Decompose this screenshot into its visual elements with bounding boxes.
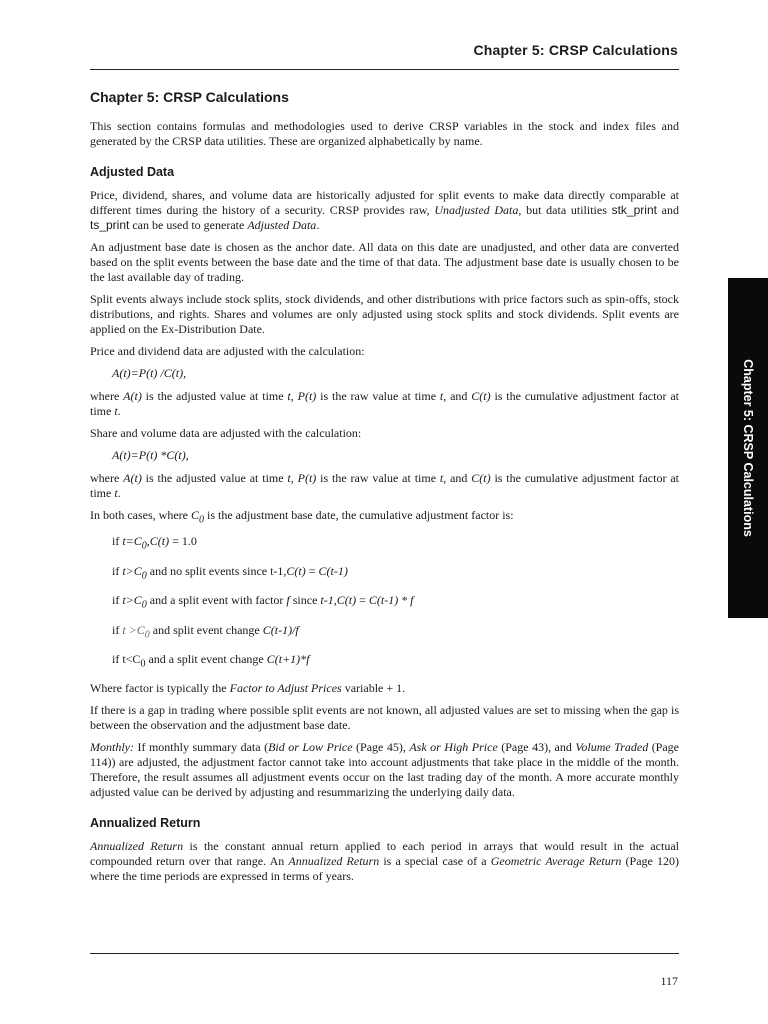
factor-note: Where factor is typically the Factor to Adjust Prices variable + 1. bbox=[90, 681, 406, 696]
page-number: 117 bbox=[660, 974, 678, 988]
running-header: Chapter 5: CRSP Calculations bbox=[473, 42, 678, 58]
annualized-paragraph: Annualized Return is the constant annual return applied to each period in arrays that would result in the actual compounded return over that range. An Annualized Return is a special case of a Geometric Average Return (Page 120) where the time periods are expressed in terms of years. bbox=[90, 839, 680, 884]
condition-1: if $t=C_0,C(t) = 1.0$ bbox=[112, 534, 197, 552]
page-content bbox=[90, 88, 679, 891]
side-tab-label: Chapter 5: CRSP Calculations bbox=[741, 359, 755, 537]
chapter-side-tab[interactable] bbox=[728, 278, 768, 618]
header-rule bbox=[90, 69, 679, 70]
adjusted-paragraph-2: An adjustment base date is chosen as the anchor date. All data on this date are unadjusted, and other data are converted based on the split events between the base date and the time of that data. The adjustment base date is usually chosen to be the last available day of trading. bbox=[90, 240, 679, 284]
adjusted-paragraph-7: If there is a gap in trading where possible split events are not known, all adjusted values are set to missing when the gap is between the observation and the adjustment base date. bbox=[90, 703, 679, 733]
ref-adjusted-data: Adjusted Data bbox=[247, 218, 317, 232]
where-paragraph-1: where A(t) is the adjusted value at time t, P(t) is the raw value at time t, and C(t) is the cumulative adjustment factor at time t. bbox=[90, 389, 679, 418]
monthly-paragraph: Monthly: If monthly summary data (Bid or Low Price (Page 45), Ask or High Price (Page 43), and Volume Traded (Page 114)) are adjusted, the adjustment factor cannot take into account adjustments that take place in the middle of the month. Therefore, the result assumes all adjustment events occur on the last trading day of the month. A more accurate monthly adjusted value can be derived by adjusting and resummarizing the underlying daily data. bbox=[90, 740, 680, 800]
section-heading-annualized-return: Annualized Return bbox=[90, 816, 201, 831]
monthly-label: Monthly: bbox=[90, 740, 134, 755]
condition-2: if $t>C_0$ and no split events since t-1,C(t) = C(t-1) bbox=[112, 563, 348, 582]
adjusted-paragraph-4: Price and dividend data are adjusted with the calculation: bbox=[90, 344, 365, 358]
adjusted-paragraph-3: Split events always include stock splits, stock dividends, and other distributions with price factors such as spin-offs, stock distributions, and rights. Shares and volumes are only adjusted using stock splits and stock dividends. Split events are applied on the Ex-Distribution Date. bbox=[90, 292, 679, 336]
section-heading-adjusted-data: Adjusted Data bbox=[90, 165, 175, 179]
footer-rule bbox=[90, 953, 679, 954]
adjusted-paragraph-1: Price, dividend, shares, and volume data are historically adjusted for split events to make data directly comparable at different times during the history of a security. CRSP provides raw, Unadjusted Data, but data utilities stk_print and ts_print can be used to generate Adjusted Data. bbox=[90, 188, 679, 232]
ref-unadjusted-data: Unadjusted Data bbox=[434, 203, 519, 217]
adjusted-paragraph-5: Share and volume data are adjusted with the calculation: bbox=[90, 426, 362, 440]
formula-price-dividend: A(t)=P(t) /C(t), bbox=[112, 366, 187, 380]
adjusted-paragraph-6: In both cases, where $C_0$ is the adjustment base date, the cumulative adjustment factor is: bbox=[90, 508, 514, 526]
condition-4: if $t >C_0$ and split event change C(t-1)/f bbox=[112, 622, 299, 640]
chapter-title: Chapter 5: CRSP Calculations bbox=[90, 89, 289, 105]
condition-3: if $t>C_0$ and a split event with factor f since t-1,C(t) = C(t-1) * f bbox=[112, 593, 414, 611]
intro-paragraph: This section contains formulas and methodologies used to derive CRSP variables in the stock and index files and generated by the CRSP data utilities. These are organized alphabetically by name. bbox=[90, 119, 679, 148]
where-paragraph-2: where A(t) is the adjusted value at time t, P(t) is the raw value at time t, and C(t) is the cumulative adjustment factor at time t. bbox=[90, 471, 679, 500]
condition-5: if $t<C_0$ and a split event change C(t+1)*f bbox=[112, 651, 310, 670]
utility-stk-print: stk_print bbox=[611, 203, 657, 217]
utility-ts-print: ts_print bbox=[90, 218, 130, 232]
formula-share-volume: A(t)=P(t) *C(t), bbox=[112, 448, 189, 462]
